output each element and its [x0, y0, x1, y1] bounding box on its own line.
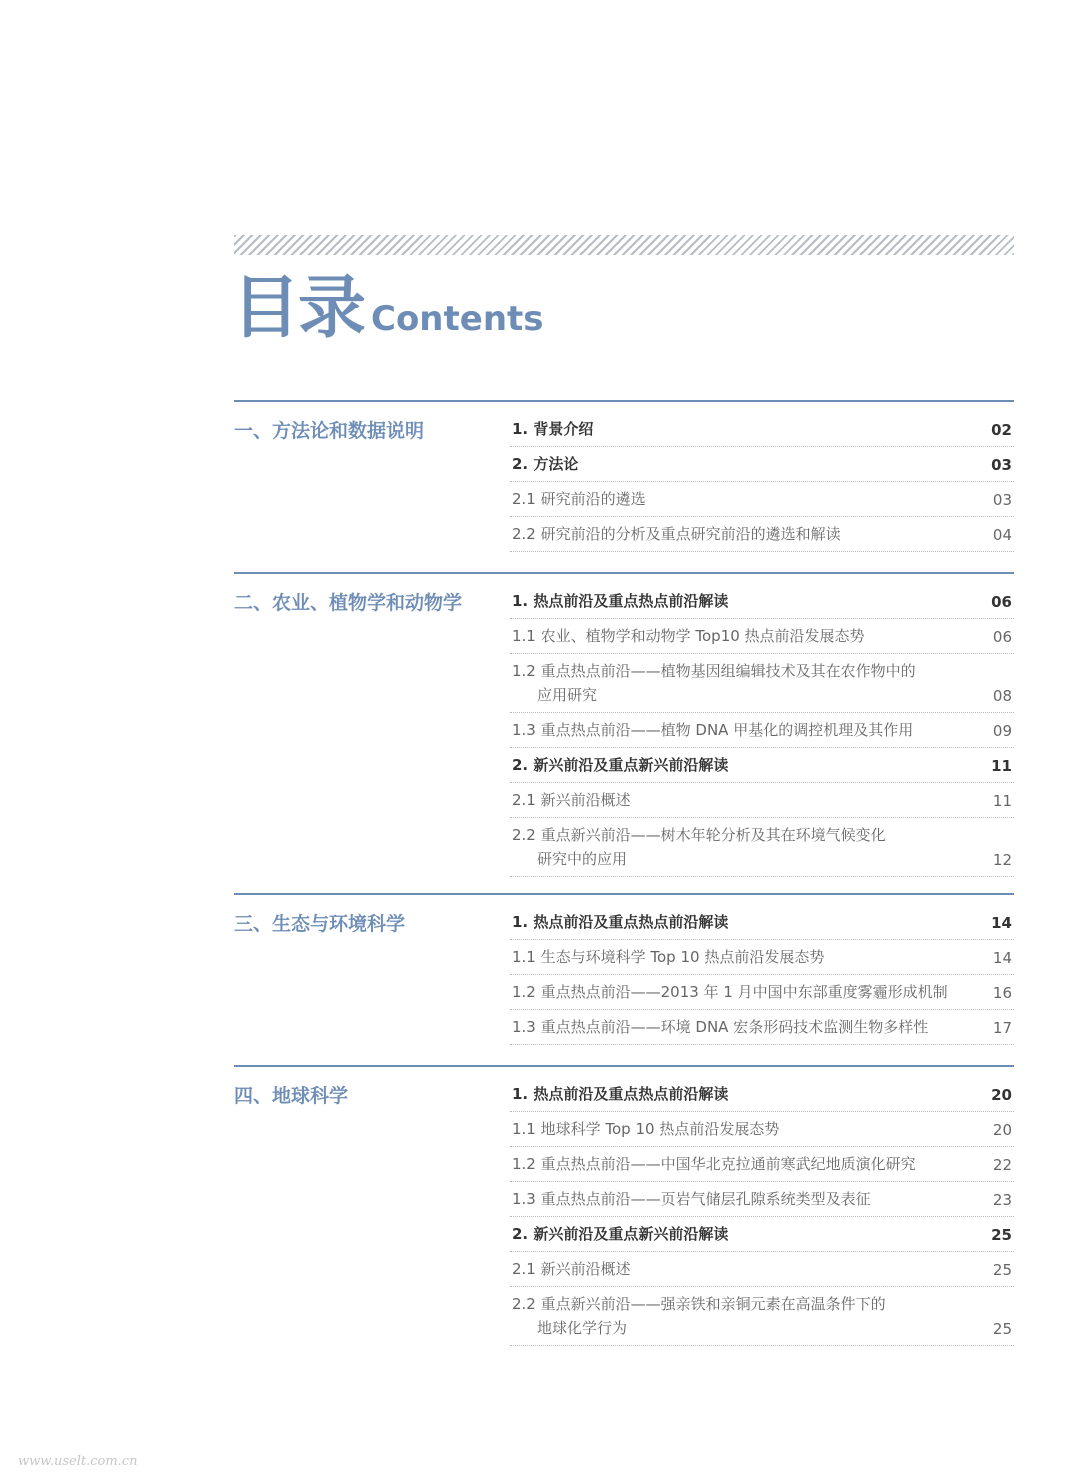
toc-page-number: 16 — [992, 984, 1012, 1002]
section-title: 四、地球科学 — [234, 1085, 349, 1107]
toc-entry[interactable] — [510, 818, 1014, 877]
toc-entry-label — [512, 522, 962, 546]
page-title-english: Contents — [371, 299, 544, 339]
toc-page-number: 17 — [992, 1019, 1012, 1037]
toc-entry-text: 1.2 重点热点前沿——植物基因组编辑技术及其在农作物中的 — [512, 662, 916, 680]
toc-page-number: 20 — [991, 1086, 1012, 1104]
toc-entry-text: 1.2 重点热点前沿——中国华北克拉通前寒武纪地质演化研究 — [512, 1155, 916, 1173]
toc-entry-label — [512, 945, 962, 969]
toc-entry-text: 2.2 重点新兴前沿——树木年轮分析及其在环境气候变化 — [512, 826, 886, 844]
toc-entry-label — [512, 1152, 962, 1176]
toc-entry-text: 1.3 重点热点前沿——植物 DNA 甲基化的调控机理及其作用 — [512, 721, 914, 739]
toc-entry[interactable] — [510, 1252, 1014, 1287]
toc-section-2 — [234, 572, 1014, 884]
toc-entry-label — [512, 1187, 962, 1211]
toc-entry[interactable] — [510, 905, 1014, 940]
toc-entry-text: 1. 热点前沿及重点热点前沿解读 — [512, 592, 729, 610]
toc-entry[interactable] — [510, 517, 1014, 552]
toc-entry[interactable] — [510, 1077, 1014, 1112]
toc-entry[interactable] — [510, 975, 1014, 1010]
toc-entry[interactable] — [510, 1147, 1014, 1182]
toc-entry[interactable] — [510, 482, 1014, 517]
toc-entry-label — [512, 1257, 962, 1281]
toc-entry-label — [512, 624, 962, 648]
toc-entry-label — [512, 980, 962, 1004]
toc-entry-text: 1.1 地球科学 Top 10 热点前沿发展态势 — [512, 1120, 780, 1138]
section-title: 一、方法论和数据说明 — [234, 420, 425, 442]
toc-page-number: 11 — [991, 757, 1012, 775]
decorative-stripe-band — [234, 235, 1014, 255]
toc-entry-label — [512, 753, 962, 777]
toc-entry[interactable] — [510, 1010, 1014, 1045]
toc-section-1 — [234, 400, 1014, 562]
toc-entry-label — [512, 417, 962, 441]
toc-entry-list — [510, 1077, 1014, 1346]
toc-entry-text-continued: 应用研究 — [537, 686, 598, 704]
toc-page-number: 06 — [992, 628, 1012, 646]
toc-entry-label — [512, 487, 962, 511]
page-title-chinese: 目录 — [232, 269, 365, 348]
toc-entry-label — [512, 910, 962, 934]
toc-entry[interactable] — [510, 783, 1014, 818]
toc-entry[interactable] — [510, 584, 1014, 619]
toc-page-number: 14 — [992, 949, 1012, 967]
toc-entry[interactable] — [510, 654, 1014, 713]
toc-entry[interactable] — [510, 619, 1014, 654]
toc-entry-text: 2.1 研究前沿的遴选 — [512, 490, 646, 508]
toc-entry-text: 2. 新兴前沿及重点新兴前沿解读 — [512, 1225, 729, 1243]
toc-entry-label — [512, 1117, 962, 1141]
toc-entry-list — [510, 905, 1014, 1045]
toc-page-number: 25 — [992, 1320, 1012, 1338]
toc-entry-text: 1.3 重点热点前沿——页岩气储层孔隙系统类型及表征 — [512, 1190, 871, 1208]
toc-page-number: 03 — [992, 491, 1012, 509]
toc-entry-label — [512, 659, 962, 707]
toc-entry[interactable] — [510, 713, 1014, 748]
toc-entry-text-continued: 地球化学行为 — [537, 1319, 628, 1337]
toc-entry[interactable] — [510, 1217, 1014, 1252]
toc-entry-text: 1.1 生态与环境科学 Top 10 热点前沿发展态势 — [512, 948, 825, 966]
toc-entry-list — [510, 412, 1014, 552]
toc-entry-text: 2. 新兴前沿及重点新兴前沿解读 — [512, 756, 729, 774]
toc-entry-text: 1.3 重点热点前沿——环境 DNA 宏条形码技术监测生物多样性 — [512, 1018, 929, 1036]
toc-entry[interactable] — [510, 1182, 1014, 1217]
toc-page-number: 20 — [992, 1121, 1012, 1139]
toc-entry-list — [510, 584, 1014, 877]
toc-section-3 — [234, 893, 1014, 1055]
toc-page-number: 08 — [992, 687, 1012, 705]
toc-entry-text: 1.1 农业、植物学和动物学 Top10 热点前沿发展态势 — [512, 627, 865, 645]
toc-entry-label — [512, 589, 962, 613]
toc-page-number: 11 — [992, 792, 1012, 810]
toc-entry[interactable] — [510, 748, 1014, 783]
toc-entry-text: 1. 背景介绍 — [512, 420, 594, 438]
toc-entry-text: 2.2 研究前沿的分析及重点研究前沿的遴选和解读 — [512, 525, 841, 543]
toc-entry-label — [512, 718, 962, 742]
toc-page-number: 06 — [991, 593, 1012, 611]
toc-entry-label — [512, 823, 962, 871]
section-title: 三、生态与环境科学 — [234, 913, 406, 935]
toc-page-number: 09 — [992, 722, 1012, 740]
toc-page-number: 02 — [991, 421, 1012, 439]
toc-entry[interactable] — [510, 1112, 1014, 1147]
toc-entry-text: 2. 方法论 — [512, 455, 579, 473]
toc-entry[interactable] — [510, 447, 1014, 482]
toc-page-number: 03 — [991, 456, 1012, 474]
toc-entry-label — [512, 788, 962, 812]
toc-entry-label — [512, 1292, 962, 1340]
toc-entry-text-continued: 研究中的应用 — [537, 850, 628, 868]
toc-entry-label — [512, 452, 962, 476]
toc-page-number: 12 — [992, 851, 1012, 869]
toc-page-number: 23 — [992, 1191, 1012, 1209]
toc-entry-label — [512, 1015, 962, 1039]
toc-entry-text: 1. 热点前沿及重点热点前沿解读 — [512, 1085, 729, 1103]
toc-entry-label — [512, 1222, 962, 1246]
toc-entry[interactable] — [510, 940, 1014, 975]
section-title: 二、农业、植物学和动物学 — [234, 592, 463, 614]
toc-page-number: 25 — [991, 1226, 1012, 1244]
toc-page-number: 22 — [992, 1156, 1012, 1174]
toc-section-4 — [234, 1065, 1014, 1357]
toc-entry-text: 2.1 新兴前沿概述 — [512, 791, 631, 809]
toc-page-number: 04 — [992, 526, 1012, 544]
toc-entry[interactable] — [510, 412, 1014, 447]
toc-page-number: 25 — [992, 1261, 1012, 1279]
toc-entry-text: 2.2 重点新兴前沿——强亲铁和亲铜元素在高温条件下的 — [512, 1295, 886, 1313]
toc-entry-text: 2.1 新兴前沿概述 — [512, 1260, 631, 1278]
toc-entry[interactable] — [510, 1287, 1014, 1346]
toc-entry-text: 1.2 重点热点前沿——2013 年 1 月中国中东部重度雾霾形成机制 — [512, 983, 948, 1001]
site-watermark: www.uselt.com.cn — [18, 1454, 138, 1469]
toc-entry-label — [512, 1082, 962, 1106]
toc-page-number: 14 — [991, 914, 1012, 932]
toc-entry-text: 1. 热点前沿及重点热点前沿解读 — [512, 913, 729, 931]
